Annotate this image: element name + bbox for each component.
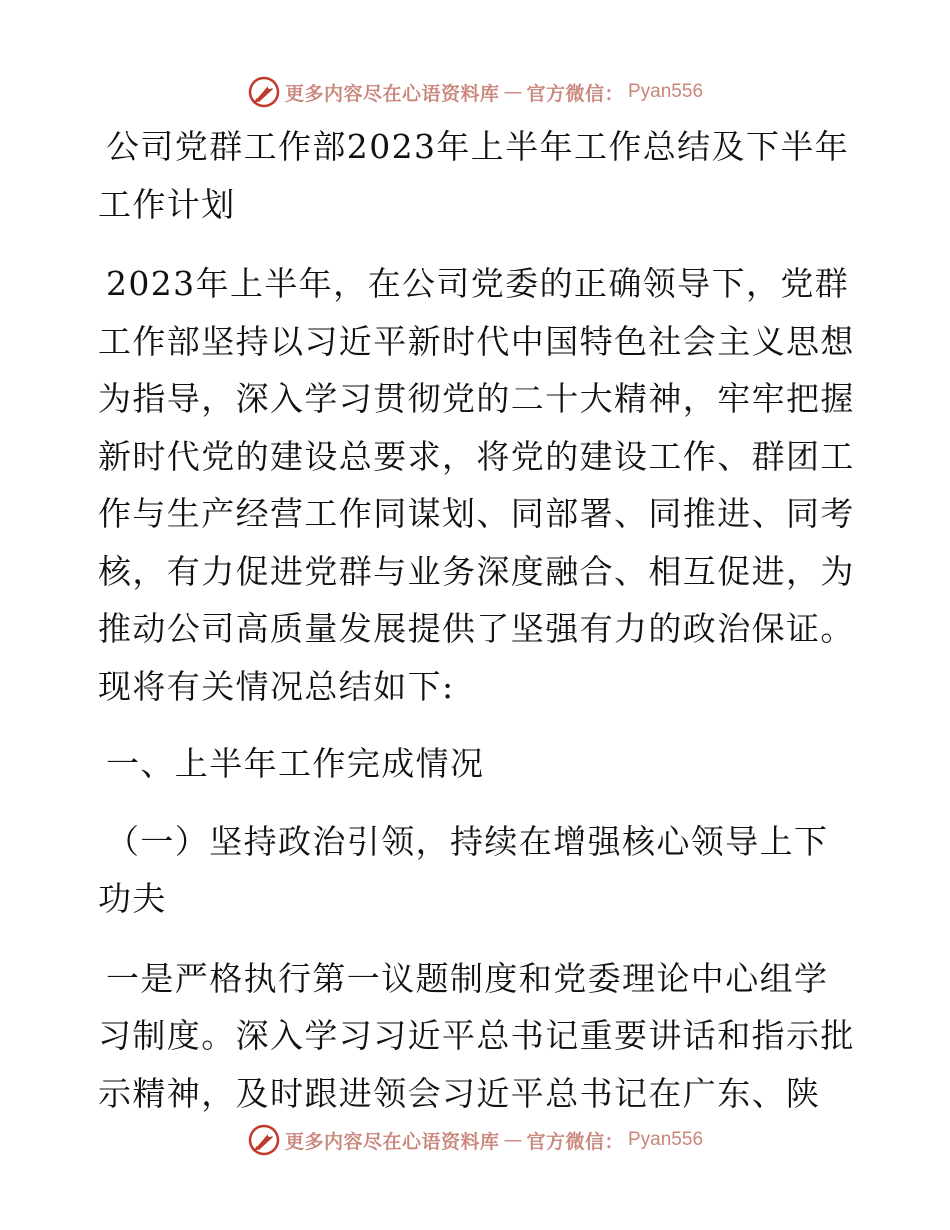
intro-line-1: 2023年上半年，在公司党委的正确领导下，党群 <box>106 264 850 303</box>
section-heading <box>98 735 858 793</box>
title-line-2: 工作计划 <box>98 184 236 224</box>
pen-nib-logo-icon <box>247 75 281 109</box>
intro-paragraph <box>98 255 858 715</box>
intro-line-6: 核，有力促进党群与业务深度融合、相互促进，为 <box>98 551 855 591</box>
intro-line-4: 新时代党的建设总要求，将党的建设工作、群团工 <box>98 436 855 476</box>
intro-line-2: 工作部坚持以习近平新时代中国特色社会主义思想 <box>98 321 855 361</box>
banner-site-name: 更多内容尽在心语资料库 <box>284 1130 500 1153</box>
header-watermark-banner <box>0 72 950 112</box>
intro-line-3: 为指导，深入学习贯彻党的二十大精神，牢牢把握 <box>98 379 855 418</box>
banner-site-name: 更多内容尽在心语资料库 <box>284 82 500 105</box>
banner-wechat-id: Pyan556 <box>628 81 704 102</box>
subsection-line-1: （一）坚持政治引领，持续在增强核心领导上下 <box>106 821 829 861</box>
banner-wechat-label: 官方微信： <box>526 82 624 105</box>
banner-wechat-label: 官方微信： <box>526 1130 624 1153</box>
banner-separator: — <box>503 1129 523 1151</box>
subsection-line-2: 功夫 <box>98 879 167 918</box>
footer-watermark-banner <box>0 1120 950 1160</box>
intro-line-8: 现将有关情况总结如下: <box>98 666 455 706</box>
section-heading-text: 一、上半年工作完成情况 <box>106 744 485 783</box>
body-paragraph <box>98 950 858 1123</box>
document-title <box>98 118 858 233</box>
pen-nib-logo-icon <box>247 1123 281 1157</box>
intro-line-7: 推动公司高质量发展提供了坚强有力的政治保证。 <box>98 609 855 648</box>
body-line-3: 示精神，及时跟进领会习近平总书记在广东、陕 <box>98 1073 821 1113</box>
intro-line-5: 作与生产经营工作同谋划、同部署、同推进、同考 <box>98 494 855 533</box>
banner-separator: — <box>503 81 523 103</box>
document-body <box>98 118 858 1122</box>
body-line-2: 习制度。深入学习习近平总书记重要讲话和指示批 <box>98 1016 855 1055</box>
title-line-1: 公司党群工作部2023年上半年工作总结及下半年 <box>106 127 850 166</box>
subsection-heading <box>98 813 858 928</box>
body-line-1: 一是严格执行第一议题制度和党委理论中心组学 <box>106 958 829 998</box>
banner-wechat-id: Pyan556 <box>628 1129 704 1150</box>
